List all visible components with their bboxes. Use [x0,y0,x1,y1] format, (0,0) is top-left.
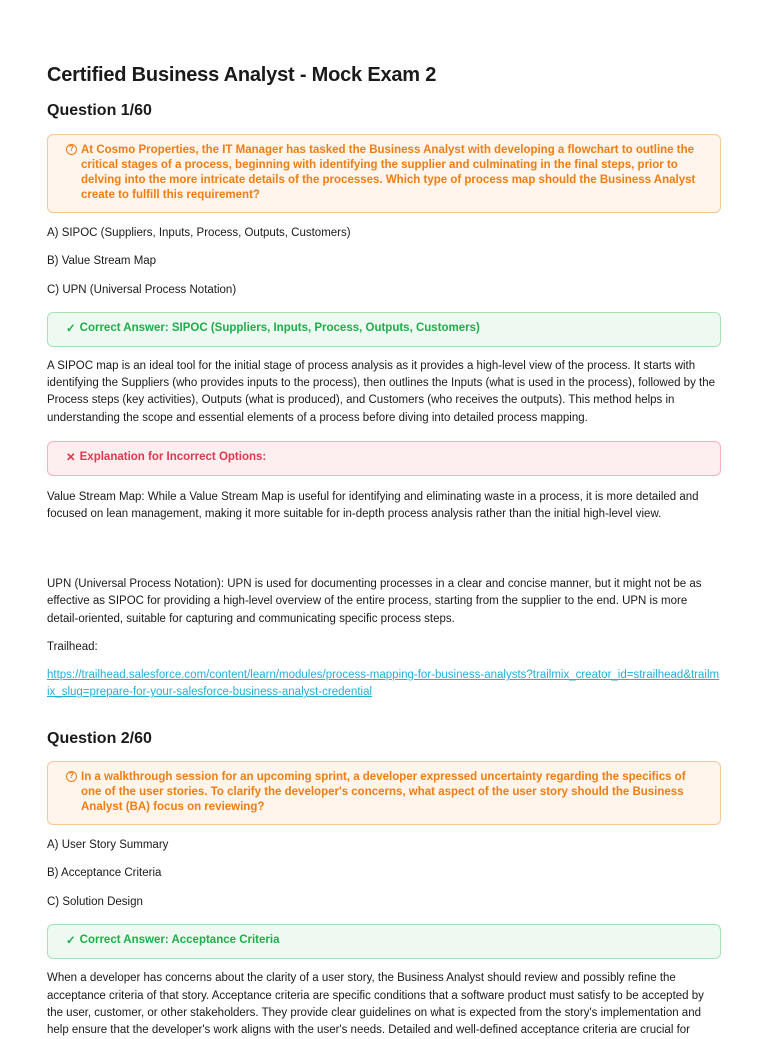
question-2-section [47,728,721,1039]
trailhead-label: Trailhead: [47,640,98,653]
question-2-option-b: B) Acceptance Criteria [47,867,162,880]
question-1-incorrect-2: UPN (Universal Process Notation): UPN is used for documenting processes in a clear and concise manner, but it might not be as effective as SIPOC for providing a high-level overview of the entire process, starting from the supplier to the end. UPN is more detail-oriented, suitable for capturing and communicating specific process steps. [47,578,702,625]
question-2-explanation: When a developer has concerns about the clarity of a user story, the Business Analyst should review and possibly refine the acceptance criteria of that story. Acceptance criteria are specific conditions that a software product must satisfy to be accepted by the user, customer, or other stakeholders. They provide clear guidelines on what is expected from the story's implementation and help ensure that the developer's work aligns with the user's needs. Detailed and well-defined acceptance criteria are crucial for [47,972,704,1037]
question-1-text: At Cosmo Properties, the IT Manager has tasked the Business Analyst with developing a flowchart to outline the critical stages of a process, beginning with identifying the supplier and culminating in the final steps, prior to delving into the more intricate details of the processes. Which type of process map should the Business Analyst create to fulfill this requirement? [81,144,696,201]
question-2-correct-text: Correct Answer: Acceptance Criteria [79,934,280,947]
question-1-incorrect-1: Value Stream Map: While a Value Stream Map is useful for identifying and eliminating waste in a process, it is more detailed and focused on lean management, making it more suitable for in-depth process analysis rather than the initial high-level view. [47,490,699,521]
question-1-heading: Question 1/60 [47,102,152,119]
question-1-explanation: A SIPOC map is an ideal tool for the initial stage of process analysis as it provides a high-level view of the process. It starts with identifying the Suppliers (who provides inputs to the process), then outlines the Inputs (what is used in the process), followed by the Process steps (key activities), Outputs (what is produced), and Customers (who receives the outputs). This method helps in understanding the scope and essential elements of a process before diving into detailed process mapping. [47,360,716,424]
question-circle-icon: ? [66,771,77,782]
question-2-callout [47,761,721,825]
question-2-heading: Question 2/60 [47,730,152,748]
question-2-correct-callout [47,924,721,959]
cross-icon: ✕ [66,451,76,464]
check-icon: ✓ [66,935,76,948]
question-1-option-a: A) SIPOC (Suppliers, Inputs, Process, Outputs, Customers) [47,227,351,239]
question-2-option-c: C) Solution Design [47,896,143,909]
check-icon: ✓ [66,323,76,335]
question-1-correct-text: Correct Answer: SIPOC (Suppliers, Inputs, Process, Outputs, Customers) [79,322,480,334]
question-1-callout [47,134,721,213]
question-1-incorrect-callout [47,441,721,476]
question-circle-icon: ? [66,144,77,155]
question-1-incorrect-heading: Explanation for Incorrect Options: [79,450,267,463]
question-2-text: In a walkthrough session for an upcoming sprint, a developer expressed uncertainty regarding the specifics of one of the user stories. To clarify the developer's concerns, what aspect of the user story should the Business Analyst (BA) focus on reviewing? [81,771,686,814]
trailhead-link[interactable]: https://trailhead.salesforce.com/content/learn/modules/process-mapping-for-business-analysts?trailmix_creator_id=strailhead&trailmix_slug=prepare-for-your-salesforce-business-analyst-credential [47,669,720,699]
question-1-correct-callout [47,312,721,347]
page-title: Certified Business Analyst - Mock Exam 2 [47,64,437,86]
question-2-option-a: A) User Story Summary [47,839,169,852]
question-1-section [47,100,721,701]
question-1-option-b: B) Value Stream Map [47,255,157,267]
question-1-option-c: C) UPN (Universal Process Notation) [47,284,237,296]
